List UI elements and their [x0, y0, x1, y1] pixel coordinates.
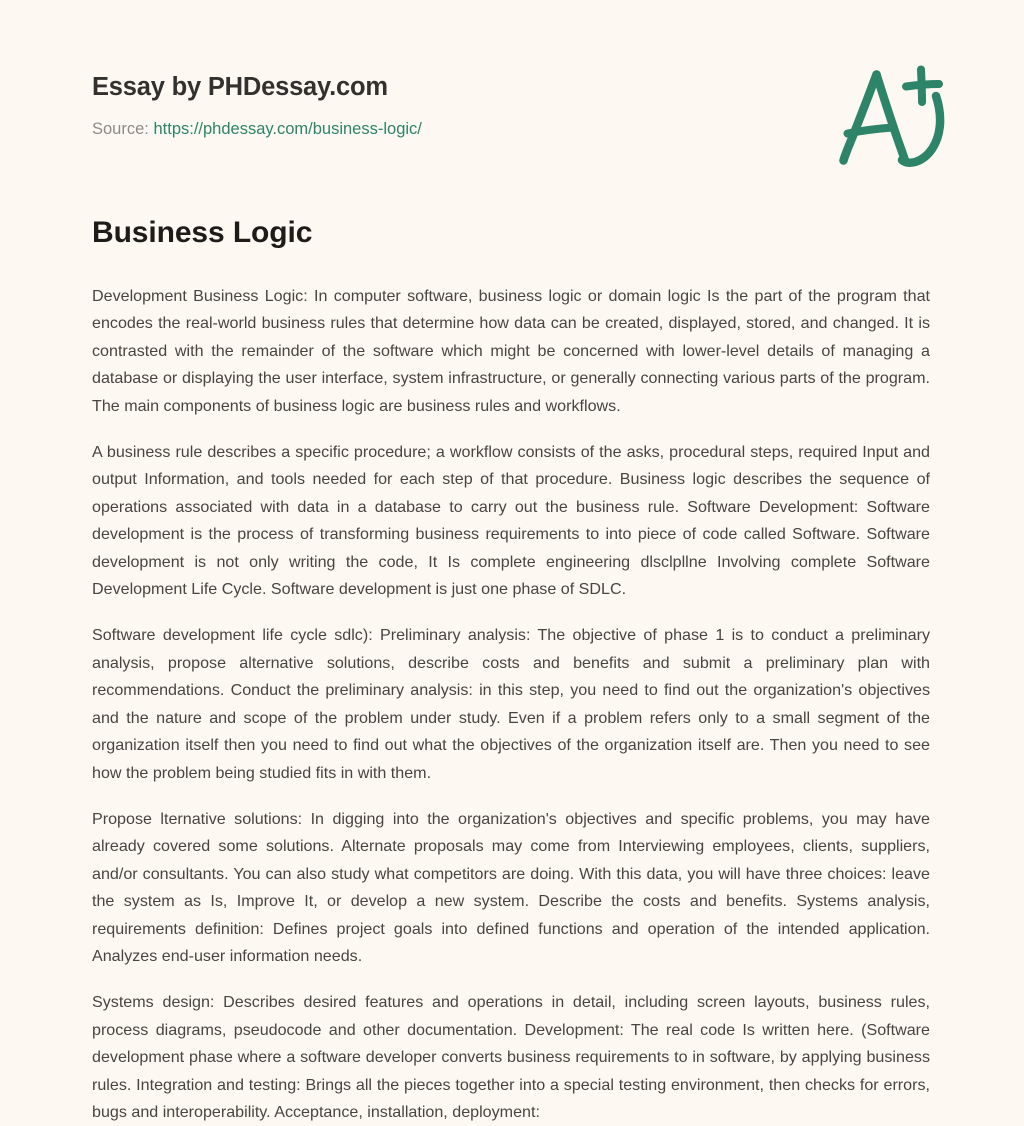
- brand-title: Essay by PHDessay.com: [92, 73, 388, 101]
- source-url-link[interactable]: https://phdessay.com/business-logic/: [153, 119, 422, 138]
- paragraph: Systems design: Describes desired features and operations in detail, including screen layouts, business rules, process diagrams, pseudocode and other documentation. Development: The real code Is written here. (Software development phase where a software developer converts business requirements to in software, by applying business rules. Integration and testing: Brings all the pieces together into a special testing environment, then checks for errors, bugs and interoperability. Acceptance, installation, deployment:: [92, 993, 930, 1121]
- page-title: Business Logic: [92, 216, 313, 249]
- aplus-logo-icon: [832, 62, 950, 174]
- paragraph: Software development life cycle sdlc): Preliminary analysis: The objective of phase 1 is to conduct a preliminary analysis, propose alternative solutions, describe costs and benefits and submit a preliminary plan with recommendations. Conduct the preliminary analysis: in this step, you need to find out the organization's objectives and the nature and scope of the problem under study. Even if a problem refers only to a small segment of the organization itself then you need to find out what the objectives of the organization itself are. Then you need to see how the problem being studied fits in with them.: [92, 626, 930, 782]
- essay-body: [92, 283, 930, 1126]
- source-line: [92, 120, 932, 140]
- paragraph: Propose lternative solutions: In digging into the organization's objectives and specific problems, you may have already covered some solutions. Alternate proposals may come from Interviewing employees, clients, suppliers, and/or consultants. You can also study what competitors are doing. With this data, you will have three choices: leave the system as Is, Improve It, or develop a new system. Describe the costs and benefits. Systems analysis, requirements definition: Defines project goals into defined functions and operation of the intended application. Analyzes end-user information needs.: [92, 809, 930, 965]
- paragraph: Development Business Logic: In computer software, business logic or domain logic Is the part of the program that encodes the real-world business rules that determine how data can be created, displayed, stored, and changed. It is contrasted with the remainder of the software which might be concerned with lower-level details of managing a database or displaying the user interface, system infrastructure, or generally connecting various parts of the program. The main components of business logic are business rules and workflows.: [92, 287, 930, 415]
- page-header: [92, 72, 932, 182]
- paragraph: A business rule describes a specific procedure; a workflow consists of the asks, procedural steps, required Input and output Information, and tools needed for each step of that procedure. Business logic describes the sequence of operations associated with data in a database to carry out the business rule. Software Development: Software development is the process of transforming business requirements to into piece of code called Software. Software development is not only writing the code, It Is complete engineering dlsclpllne Involving complete Software Development Life Cycle. Software development is just one phase of SDLC.: [92, 443, 930, 599]
- source-label: Source:: [92, 119, 149, 138]
